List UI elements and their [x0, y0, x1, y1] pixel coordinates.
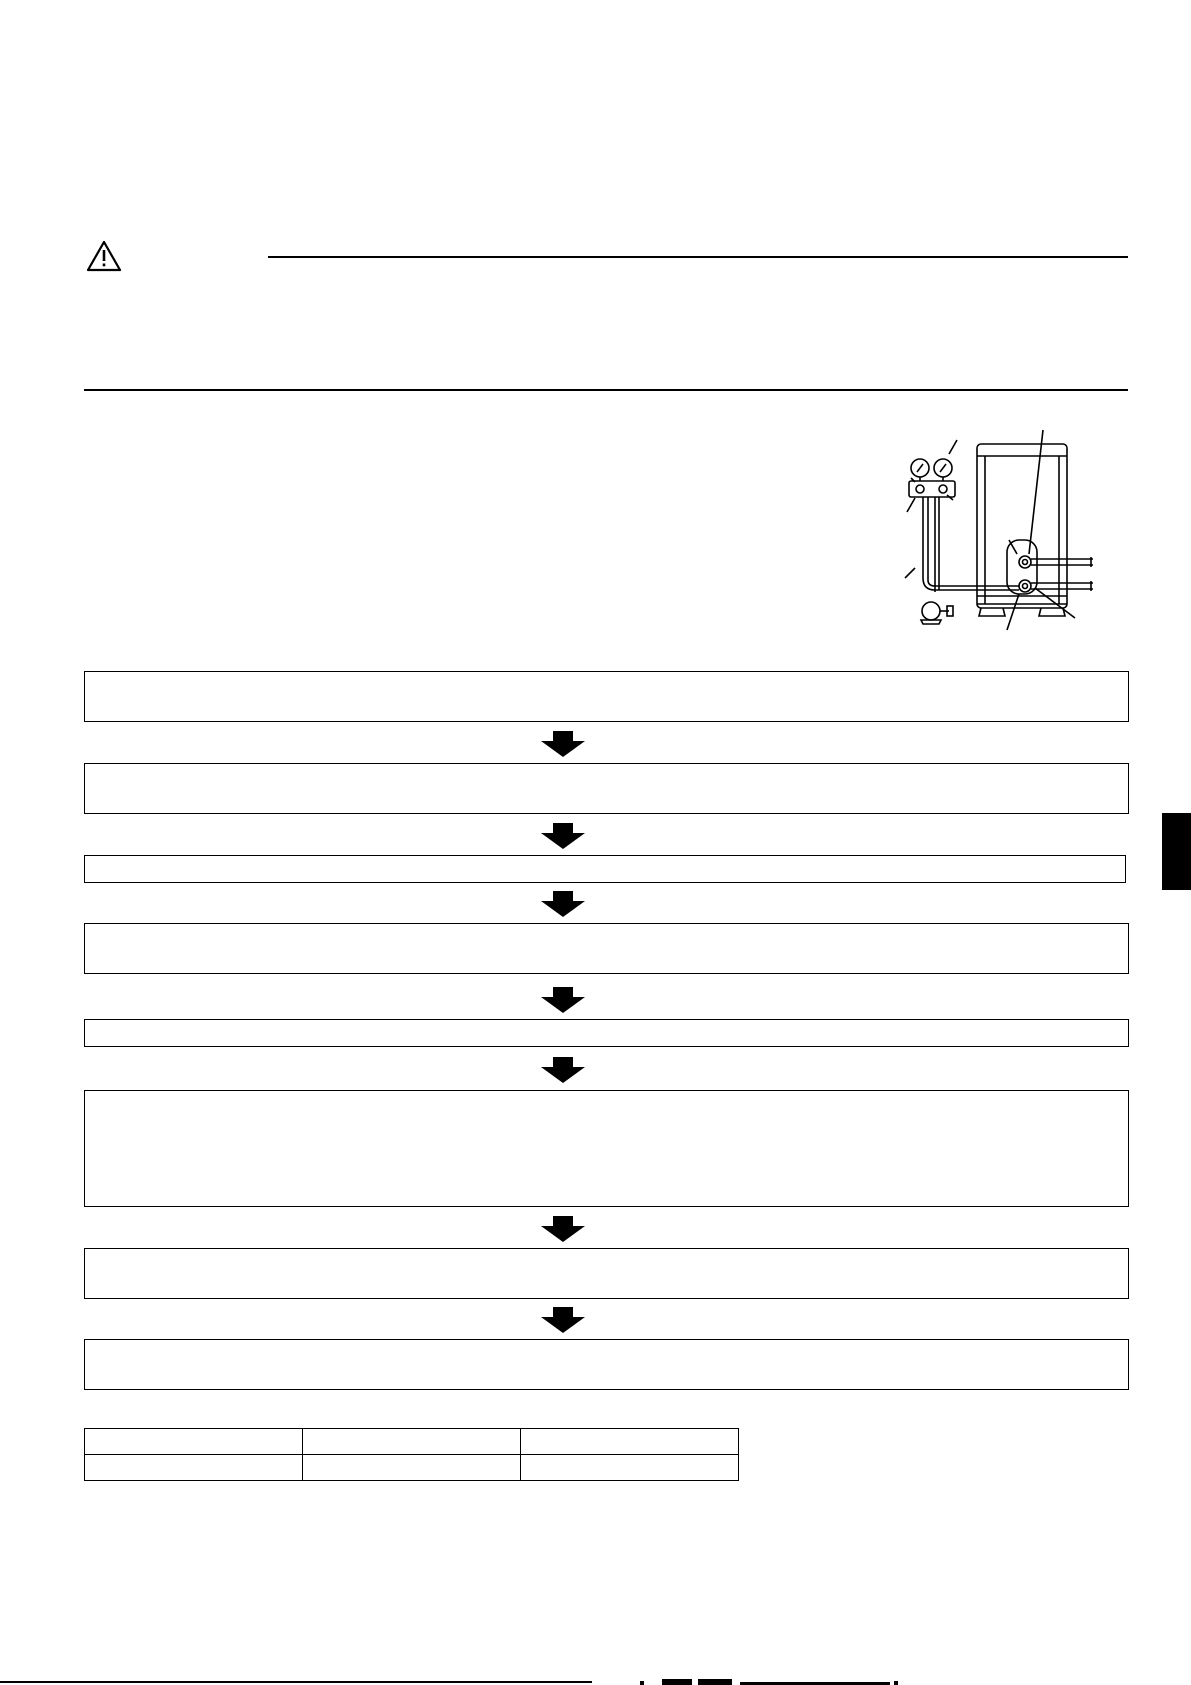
- vacuum-setup-diagram: [895, 428, 1095, 638]
- table-row: [85, 1429, 739, 1455]
- table-cell: [303, 1455, 521, 1481]
- warning-triangle-icon: [86, 240, 122, 272]
- section-tab-marker: [1162, 813, 1191, 890]
- down-arrow-icon: [541, 987, 585, 1013]
- flow-step-4: [84, 923, 1129, 974]
- down-arrow-icon: [541, 1307, 585, 1333]
- footer-rule: [0, 1681, 592, 1683]
- flow-step-7: [84, 1248, 1129, 1299]
- flow-step-2: [84, 763, 1129, 814]
- table-cell: [303, 1429, 521, 1455]
- flow-step-5: [84, 1019, 1129, 1047]
- flow-step-8: [84, 1339, 1129, 1390]
- table-cell: [85, 1455, 303, 1481]
- footer-text-fragment: [640, 1678, 940, 1685]
- caution-top-rule: [268, 256, 1128, 258]
- down-arrow-icon: [541, 1057, 585, 1083]
- table-row: [85, 1455, 739, 1481]
- flow-step-1: [84, 671, 1129, 722]
- down-arrow-icon: [541, 891, 585, 917]
- down-arrow-icon: [541, 823, 585, 849]
- flow-step-3: [84, 855, 1126, 883]
- down-arrow-icon: [541, 1216, 585, 1242]
- down-arrow-icon: [541, 731, 585, 757]
- caution-bottom-rule: [84, 389, 1128, 391]
- table-cell: [521, 1455, 739, 1481]
- table-cell: [85, 1429, 303, 1455]
- spec-table: [84, 1428, 739, 1481]
- table-cell: [521, 1429, 739, 1455]
- flow-step-6: [84, 1090, 1129, 1207]
